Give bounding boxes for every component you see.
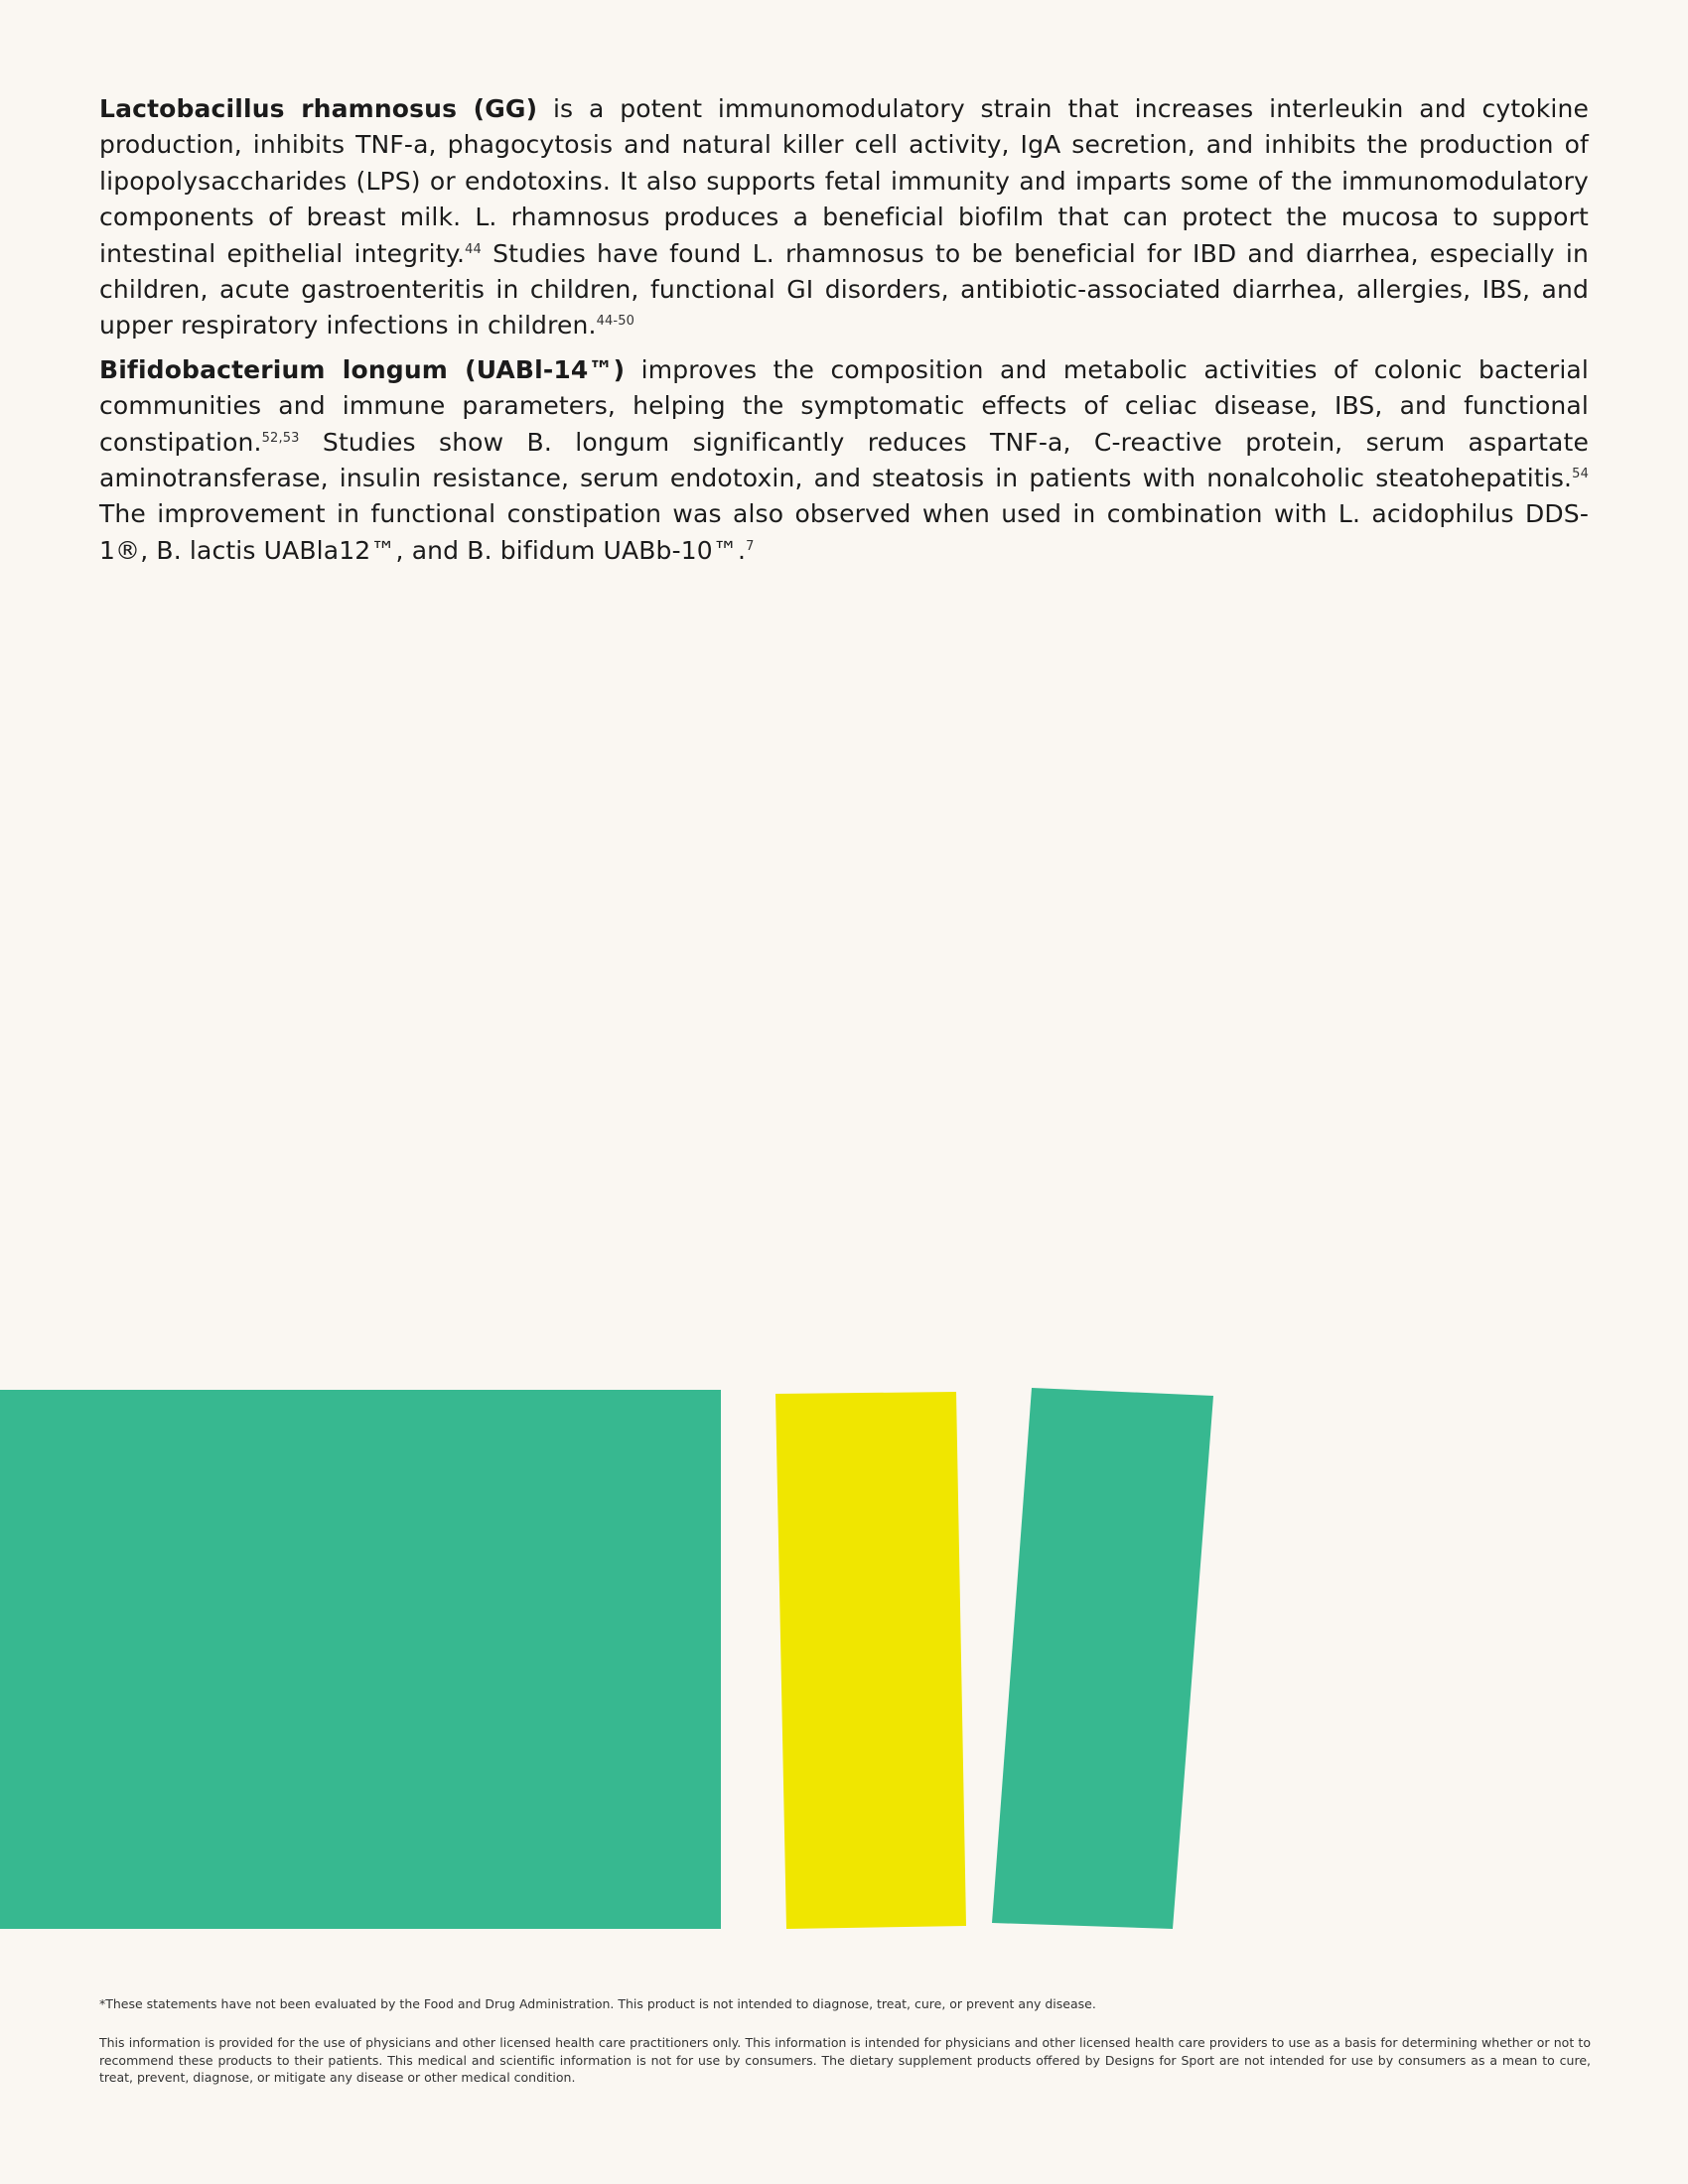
strain-name-l-rhamnosus: Lactobacillus rhamnosus (GG) (99, 94, 538, 123)
paragraph-text: Studies show B. longum significantly reduces TNF-a, C-reactive protein, serum aspartate aminotransferase, insulin resistance, serum endotoxin, and steatosis in patients with nonalcoholic steatohepatitis. (99, 427, 1589, 493)
reference-superscript: 44 (465, 241, 482, 257)
paragraph-text: improves the composition and metabolic activities of colonic bacterial communities and immune parameters, helping the symptomatic effects of celiac disease, IBS, and functional constipation. (99, 354, 1589, 457)
reference-superscript: 54 (1572, 467, 1589, 482)
strain-name-b-longum: Bifidobacterium longum (UABl-14™) (99, 354, 626, 384)
green-rectangle-block (0, 1390, 721, 1929)
yellow-tilted-block (775, 1392, 966, 1929)
reference-superscript: 7 (746, 538, 755, 554)
paragraph-text: is a potent immunomodulatory strain that increases interleukin and cytokine production, inhibits TNF-a, phagocytosis and natural killer cell activity, IgA secretion, and inhibits the production of lipopolysaccharides (LPS) or endotoxins. It also supports fetal immunity and imparts some of the immunomodulatory components of breast milk. L. rhamnosus produces a beneficial biofilm that can protect the mucosa to support intestinal epithelial integrity. (99, 94, 1590, 268)
paragraph-b-longum (99, 352, 1589, 569)
decorative-color-blocks (0, 1385, 1221, 1933)
reference-superscript: 44-50 (596, 314, 635, 330)
paragraph-l-rhamnosus (99, 91, 1589, 344)
paragraph-text: Studies have found L. rhamnosus to be beneficial for IBD and diarrhea, especially in children, acute gastroenteritis in children, functional GI disorders, antibiotic-associated diarrhea, allergies, IBS, and upper respiratory infections in children. (99, 238, 1589, 341)
practitioner-disclaimer: This information is provided for the use of physicians and other licensed health care practitioners only. This information is intended for physicians and other licensed health care providers to use as a basis for determining whether or not to recommend these products to their patients. This medical and scientific information is not for use by consumers. The dietary supplement products offered by Designs for Sport are not intended for use by consumers as a mean to cure, treat, prevent, diagnose, or mitigate any disease or other medical condition. (99, 2035, 1591, 2085)
fda-statement: *These statements have not been evaluated by the Food and Drug Administration. This product is not intended to diagnose, treat, cure, or prevent any disease. (99, 1996, 1096, 2011)
reference-superscript: 52,53 (261, 430, 300, 446)
green-tilted-block (992, 1388, 1213, 1929)
main-content (99, 91, 1589, 577)
paragraph-text: The improvement in functional constipation was also observed when used in combination with L. acidophilus DDS-1®, B. lactis UABla12™, and B. bifidum UABb-10™. (99, 499, 1589, 565)
